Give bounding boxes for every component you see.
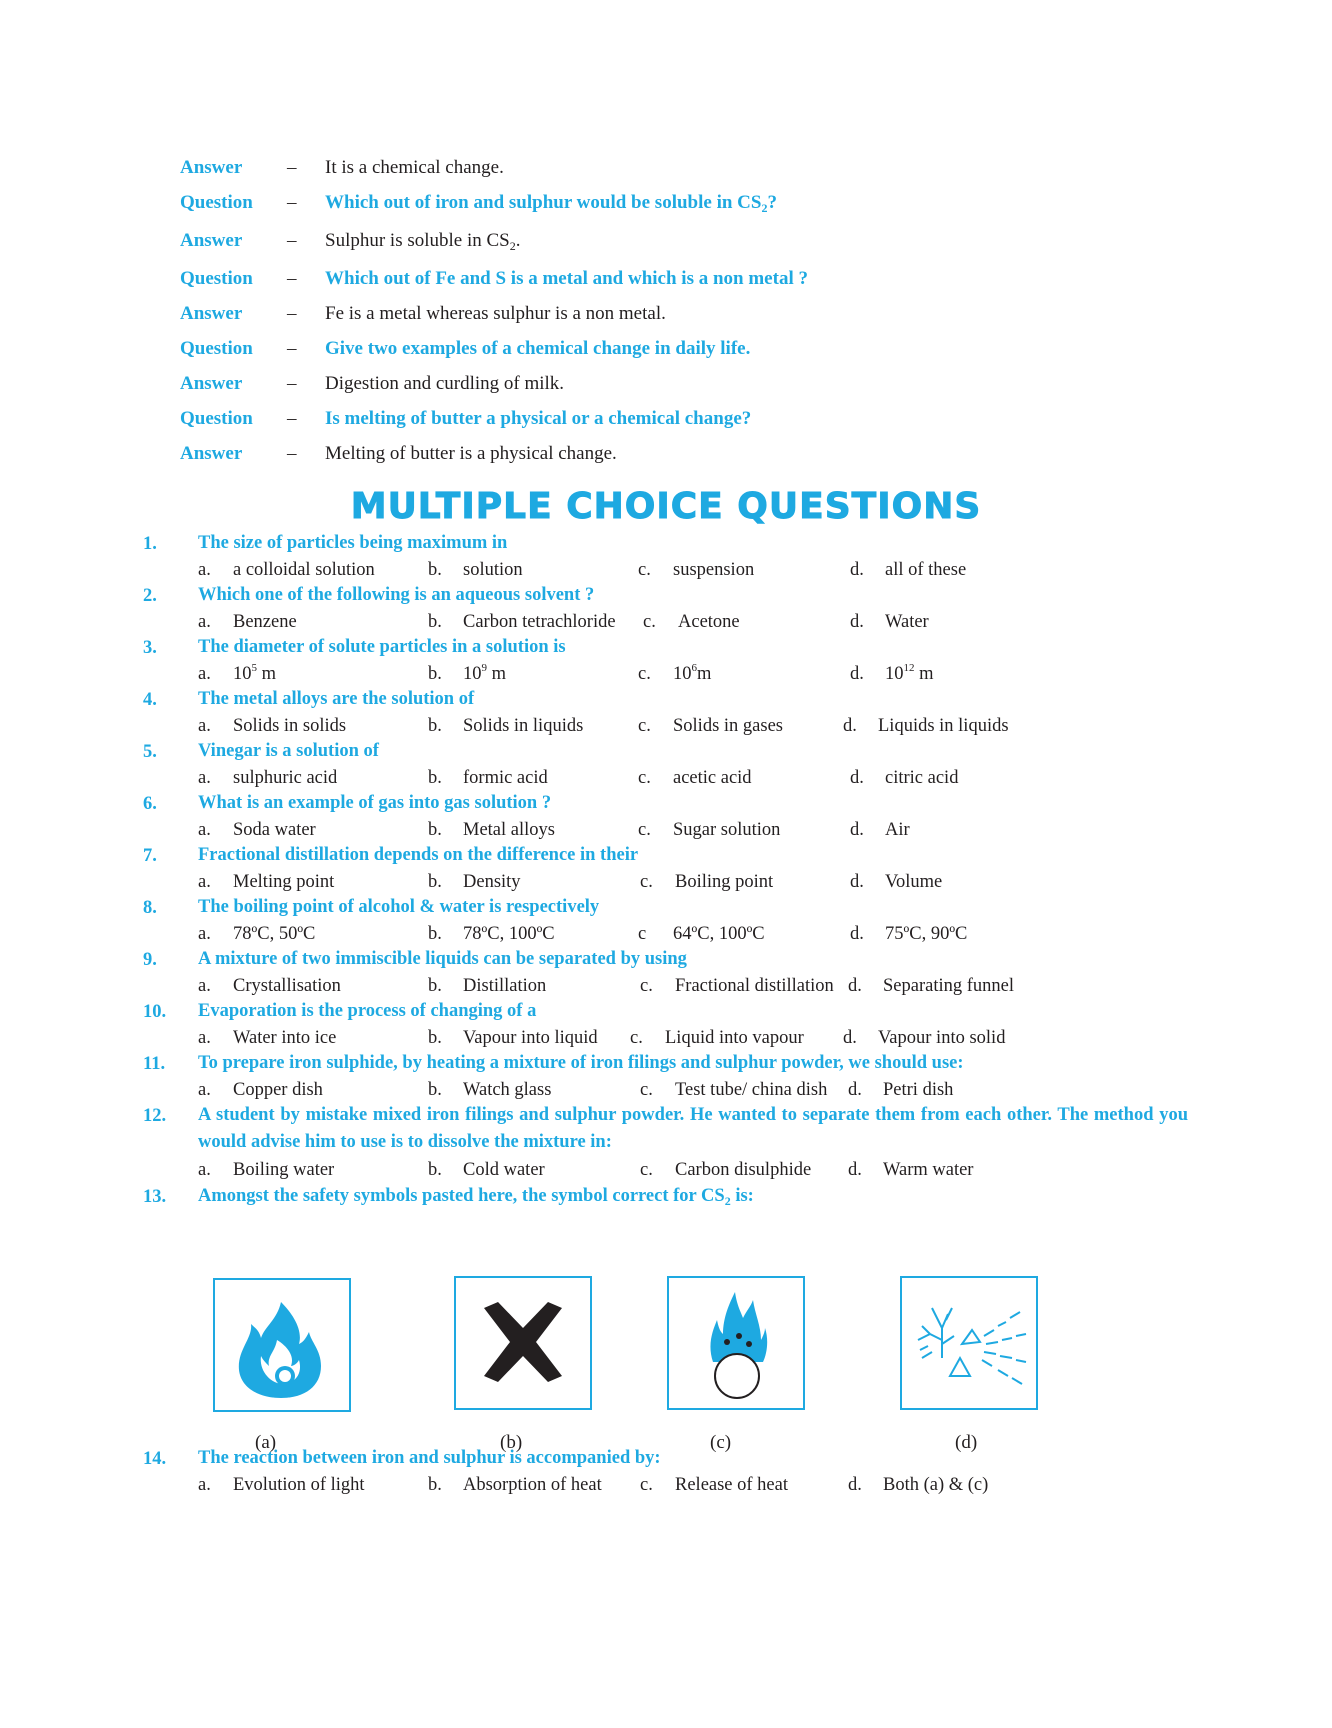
option-letter: a. <box>198 612 211 632</box>
qa-answer-row <box>180 157 1180 191</box>
symbol-c-box <box>667 1276 805 1410</box>
option-letter: a. <box>198 1160 211 1180</box>
option-letter: a. <box>198 924 211 944</box>
option-text <box>463 716 583 737</box>
qa-label: Question <box>180 268 253 289</box>
option-letter: b. <box>428 976 442 996</box>
question-text <box>198 946 1188 973</box>
option-letter: a. <box>198 560 211 580</box>
option-letter: c. <box>638 716 651 736</box>
option-text-main: Copper dish <box>233 1080 323 1100</box>
option-text <box>233 820 316 841</box>
option-text-main: Density <box>463 872 521 892</box>
option-letter: c. <box>643 612 656 632</box>
option-text-main: citric acid <box>885 768 959 788</box>
symbol-b-caption: (b) <box>500 1432 523 1453</box>
option-letter: b. <box>428 560 442 580</box>
qa-label: Answer <box>180 157 243 178</box>
qa-dash: – <box>287 192 297 213</box>
question-number: 7. <box>143 846 157 866</box>
option-letter: b. <box>428 1475 442 1495</box>
option-letter: d. <box>850 872 864 892</box>
question-text <box>198 686 1188 713</box>
option-text-main: Water into ice <box>233 1028 337 1048</box>
option-letter: b. <box>428 872 442 892</box>
option-letter: a. <box>198 976 211 996</box>
option-text-main: Distillation <box>463 976 547 996</box>
qa-text-main: Which out of Fe and S is a metal and which is a non metal ? <box>325 268 808 289</box>
option-letter: c. <box>630 1028 643 1048</box>
qa-label: Answer <box>180 373 243 394</box>
question-text-main: The diameter of solute particles in a solution is <box>198 637 566 657</box>
qa-question-row <box>180 192 1180 226</box>
option-text-main: 10 <box>233 664 252 684</box>
question-number: 2. <box>143 586 157 606</box>
qa-text-main: Fe is a metal whereas sulphur is a non metal. <box>325 303 666 324</box>
option-text-main: 78ºC, 50ºC <box>233 924 316 944</box>
question-number: 5. <box>143 742 157 762</box>
option-letter: d. <box>850 612 864 632</box>
option-letter: c. <box>640 1160 653 1180</box>
option-text <box>883 1160 973 1181</box>
qa-text <box>325 408 751 430</box>
qa-dash: – <box>287 303 297 324</box>
option-text-main: formic acid <box>463 768 548 788</box>
superscript: 6 <box>691 662 697 674</box>
option-text <box>883 1080 953 1101</box>
option-letter: a. <box>198 664 211 684</box>
question-number: 9. <box>143 950 157 970</box>
option-text-main: 64ºC, 100ºC <box>673 924 765 944</box>
option-text-main: 10 <box>885 664 904 684</box>
option-text-main: Melting point <box>233 872 335 892</box>
question-text-main: A mixture of two immiscible liquids can be separated by using <box>198 949 687 969</box>
option-text-main: Acetone <box>678 612 740 632</box>
qa-label: Answer <box>180 443 243 464</box>
option-text <box>463 872 521 893</box>
question-text <box>198 530 1188 557</box>
superscript: 5 <box>251 662 257 674</box>
qa-dash: – <box>287 373 297 394</box>
qa-text-main: Digestion and curdling of milk. <box>325 373 565 394</box>
qa-label: Question <box>180 408 253 429</box>
option-letter: d. <box>850 820 864 840</box>
qa-text <box>325 268 808 290</box>
option-text <box>675 976 834 997</box>
qa-text-main: Sulphur is soluble in CS <box>325 230 510 251</box>
qa-dash: – <box>287 408 297 429</box>
question-number: 13. <box>143 1187 167 1207</box>
option-letter: d. <box>850 768 864 788</box>
option-letter: a. <box>198 1475 211 1495</box>
qa-text-main: Melting of butter is a physical change. <box>325 443 617 464</box>
question-text <box>198 1102 1188 1156</box>
option-letter: c. <box>640 976 653 996</box>
option-letter: b. <box>428 1160 442 1180</box>
option-letter: d. <box>850 664 864 684</box>
option-text-main: Air <box>885 820 910 840</box>
option-text <box>233 976 341 997</box>
oxidizing-flame-over-circle-icon <box>669 1278 803 1408</box>
option-text-main: Vapour into liquid <box>463 1028 598 1048</box>
qa-text-tail: . <box>515 230 521 251</box>
option-text <box>883 1475 988 1496</box>
question-number: 10. <box>143 1002 167 1022</box>
qa-label: Answer <box>180 303 243 324</box>
option-letter: b. <box>428 1080 442 1100</box>
question-number: 6. <box>143 794 157 814</box>
qa-text <box>325 338 750 360</box>
qa-text <box>325 157 504 179</box>
option-text <box>233 768 337 789</box>
option-text-main: Boiling point <box>675 872 774 892</box>
environment-hazard-icon <box>902 1278 1036 1408</box>
option-text-main: Metal alloys <box>463 820 555 840</box>
option-text-main: Solids in liquids <box>463 716 584 736</box>
option-letter: d. <box>848 1080 862 1100</box>
question-number: 3. <box>143 638 157 658</box>
option-text <box>885 924 967 945</box>
question-number: 1. <box>143 534 157 554</box>
option-text-main: 78ºC, 100ºC <box>463 924 555 944</box>
option-letter: a. <box>198 768 211 788</box>
option-letter: c. <box>638 560 651 580</box>
option-text <box>463 820 555 841</box>
qa-label: Question <box>180 338 253 359</box>
qa-answer-row <box>180 230 1180 264</box>
option-text <box>885 768 958 789</box>
subscript: 2 <box>761 201 768 215</box>
option-text <box>885 820 910 841</box>
qa-answer-row <box>180 303 1180 337</box>
option-text-main: all of these <box>885 560 967 580</box>
question-text-main: Vinegar is a solution of <box>198 741 379 761</box>
question-number: 8. <box>143 898 157 918</box>
option-text-tail: m <box>487 664 507 684</box>
option-text <box>233 924 315 945</box>
option-text-main: Test tube/ china dish <box>675 1080 828 1100</box>
options-row <box>198 1475 1188 1501</box>
option-text <box>885 664 934 685</box>
option-text <box>885 872 942 893</box>
option-text-main: Separating funnel <box>883 976 1014 996</box>
qa-text <box>325 443 617 465</box>
option-text-main: Carbon disulphide <box>675 1160 812 1180</box>
option-text-main: acetic acid <box>673 768 752 788</box>
harmful-x-icon <box>456 1278 590 1408</box>
question-text <box>198 582 1188 609</box>
option-text <box>463 612 616 633</box>
question-number: 12. <box>143 1106 167 1126</box>
option-text <box>673 560 754 581</box>
option-text-main: 75ºC, 90ºC <box>885 924 968 944</box>
qa-text-main: Is melting of butter a physical or a chemical change? <box>325 408 752 429</box>
question-text-main: The metal alloys are the solution of <box>198 689 475 709</box>
option-letter: a. <box>198 872 211 892</box>
option-letter: d. <box>848 1160 862 1180</box>
option-text <box>233 612 297 633</box>
option-text-main: Water <box>885 612 929 632</box>
qa-text-main: It is a chemical change. <box>325 157 504 178</box>
option-text <box>233 1160 334 1181</box>
section-title: MULTIPLE CHOICE QUESTIONS <box>350 486 982 527</box>
option-letter: b. <box>428 664 442 684</box>
option-text <box>675 1080 827 1101</box>
option-text <box>233 872 334 893</box>
option-text-main: Carbon tetrachloride <box>463 612 616 632</box>
option-letter: d. <box>850 924 864 944</box>
option-text-main: Solids in solids <box>233 716 347 736</box>
question-text <box>198 1050 1188 1077</box>
option-text-main: Sugar solution <box>673 820 781 840</box>
option-text <box>675 1160 811 1181</box>
option-text-tail: m <box>257 664 277 684</box>
subscript: 2 <box>509 239 516 253</box>
qa-answer-row <box>180 443 1180 477</box>
option-letter: d. <box>848 1475 862 1495</box>
option-text-main: Liquids in liquids <box>878 716 1009 736</box>
qa-question-row <box>180 408 1180 442</box>
question-text-tail: is: <box>730 1186 754 1206</box>
symbol-a-caption: (a) <box>255 1432 277 1453</box>
question-text <box>198 1183 1188 1210</box>
symbol-c-caption: (c) <box>710 1432 732 1453</box>
option-text-main: Fractional distillation <box>675 976 834 996</box>
qa-text <box>325 303 666 325</box>
option-text <box>878 1028 1005 1049</box>
question-text <box>198 842 1188 869</box>
question-number: 4. <box>143 690 157 710</box>
option-text <box>885 560 966 581</box>
question-text <box>198 790 1188 817</box>
option-letter: c. <box>638 664 651 684</box>
option-text-main: sulphuric acid <box>233 768 338 788</box>
question-text-main: What is an example of gas into gas solution ? <box>198 793 552 813</box>
option-text <box>463 768 548 789</box>
option-letter: a. <box>198 1028 211 1048</box>
option-text-main: a colloidal solution <box>233 560 375 580</box>
superscript: 9 <box>481 662 487 674</box>
option-letter: a. <box>198 820 211 840</box>
option-text <box>885 612 929 633</box>
option-text-main: Release of heat <box>675 1475 788 1495</box>
question-text-main: The boiling point of alcohol & water is respectively <box>198 897 600 917</box>
option-text-main: Boiling water <box>233 1160 335 1180</box>
option-text-main: Petri dish <box>883 1080 954 1100</box>
option-text-main: Liquid into vapour <box>665 1028 804 1048</box>
option-text-main: solution <box>463 560 523 580</box>
question-text-main: The reaction between iron and sulphur is accompanied by: <box>198 1448 661 1468</box>
option-letter: c <box>638 924 647 944</box>
option-text <box>678 612 740 633</box>
superscript: 12 <box>903 662 915 674</box>
option-text <box>673 768 752 789</box>
subscript: 2 <box>724 1194 731 1208</box>
qa-dash: – <box>287 157 297 178</box>
option-letter: b. <box>428 612 442 632</box>
option-text-main: Both (a) & (c) <box>883 1475 989 1495</box>
option-text <box>463 1028 598 1049</box>
option-text <box>673 924 765 945</box>
option-text <box>463 1160 545 1181</box>
option-text-main: suspension <box>673 560 755 580</box>
option-text <box>463 924 555 945</box>
qa-question-row <box>180 268 1180 302</box>
option-text-main: Crystallisation <box>233 976 341 996</box>
option-letter: a. <box>198 1080 211 1100</box>
qa-question-row <box>180 338 1180 372</box>
qa-dash: – <box>287 443 297 464</box>
qa-text <box>325 192 777 214</box>
question-text-main: Amongst the safety symbols pasted here, the symbol correct for CS <box>198 1186 725 1206</box>
option-text <box>233 1475 365 1496</box>
question-number: 11. <box>143 1054 166 1074</box>
qa-label: Question <box>180 192 253 213</box>
option-text-main: Benzene <box>233 612 297 632</box>
option-letter: b. <box>428 768 442 788</box>
question-text-main: Which one of the following is an aqueous solvent ? <box>198 585 595 605</box>
option-text-main: Cold water <box>463 1160 545 1180</box>
option-text-main: 10 <box>463 664 482 684</box>
option-text <box>233 716 346 737</box>
option-letter: c. <box>640 872 653 892</box>
qa-text <box>325 373 564 395</box>
qa-answer-row <box>180 373 1180 407</box>
qa-dash: – <box>287 230 297 251</box>
option-letter: c. <box>638 768 651 788</box>
symbol-a-box <box>213 1278 351 1412</box>
option-text <box>233 664 276 685</box>
question-text <box>198 998 1188 1025</box>
question-text-main: The size of particles being maximum in <box>198 533 508 553</box>
qa-dash: – <box>287 338 297 359</box>
option-text <box>673 664 711 685</box>
option-text <box>233 1028 336 1049</box>
option-text <box>233 560 375 581</box>
option-letter: b. <box>428 1028 442 1048</box>
option-text-main: 10 <box>673 664 692 684</box>
option-text-main: Soda water <box>233 820 316 840</box>
option-letter: b. <box>428 924 442 944</box>
symbol-d-box <box>900 1276 1038 1410</box>
question-text <box>198 894 1188 921</box>
symbol-b-box <box>454 1276 592 1410</box>
option-text-main: Absorption of heat <box>463 1475 602 1495</box>
option-text-main: Volume <box>885 872 943 892</box>
qa-text-main: Give two examples of a chemical change in daily life. <box>325 338 751 359</box>
question-text <box>198 1445 1188 1472</box>
qa-text-main: Which out of iron and sulphur would be soluble in CS <box>325 192 762 213</box>
option-text <box>675 872 773 893</box>
option-letter: b. <box>428 716 442 736</box>
option-text <box>463 976 546 997</box>
option-text <box>463 1475 602 1496</box>
option-text <box>673 716 783 737</box>
option-letter: c. <box>638 820 651 840</box>
option-letter: c. <box>640 1080 653 1100</box>
qa-label: Answer <box>180 230 243 251</box>
option-text <box>673 820 780 841</box>
question-text <box>198 738 1188 765</box>
option-letter: d. <box>843 1028 857 1048</box>
option-letter: c. <box>640 1475 653 1495</box>
option-text <box>675 1475 788 1496</box>
option-text <box>665 1028 804 1049</box>
option-text <box>233 1080 323 1101</box>
question-text-main: A student by mistake mixed iron filings and sulphur powder. He wanted to separate them from each other. The method you would advise him to use is to dissolve the mixture in: <box>198 1105 1188 1152</box>
option-text <box>463 1080 551 1101</box>
option-letter: b. <box>428 820 442 840</box>
flammable-flame-icon <box>215 1280 349 1410</box>
option-text-main: Evolution of light <box>233 1475 365 1495</box>
question-text <box>198 634 1188 661</box>
question-text-main: To prepare iron sulphide, by heating a mixture of iron filings and sulphur powder, we should use: <box>198 1053 964 1073</box>
option-text-main: Warm water <box>883 1160 974 1180</box>
option-text <box>878 716 1009 737</box>
qa-text-tail: ? <box>767 192 777 213</box>
option-text <box>463 560 523 581</box>
question-text-main: Evaporation is the process of changing of a <box>198 1001 537 1021</box>
option-text-tail: m <box>914 664 934 684</box>
option-letter: d. <box>848 976 862 996</box>
option-letter: d. <box>850 560 864 580</box>
option-text-main: Watch glass <box>463 1080 552 1100</box>
option-text-tail: m <box>697 664 712 684</box>
option-text-main: Solids in gases <box>673 716 783 736</box>
question-text-main: Fractional distillation depends on the difference in their <box>198 845 639 865</box>
option-letter: a. <box>198 716 211 736</box>
question-number: 14. <box>143 1449 167 1469</box>
qa-dash: – <box>287 268 297 289</box>
option-text <box>883 976 1014 997</box>
option-letter: d. <box>843 716 857 736</box>
symbol-d-caption: (d) <box>955 1432 978 1453</box>
option-text-main: Vapour into solid <box>878 1028 1006 1048</box>
qa-text <box>325 230 521 252</box>
option-text <box>463 664 506 685</box>
